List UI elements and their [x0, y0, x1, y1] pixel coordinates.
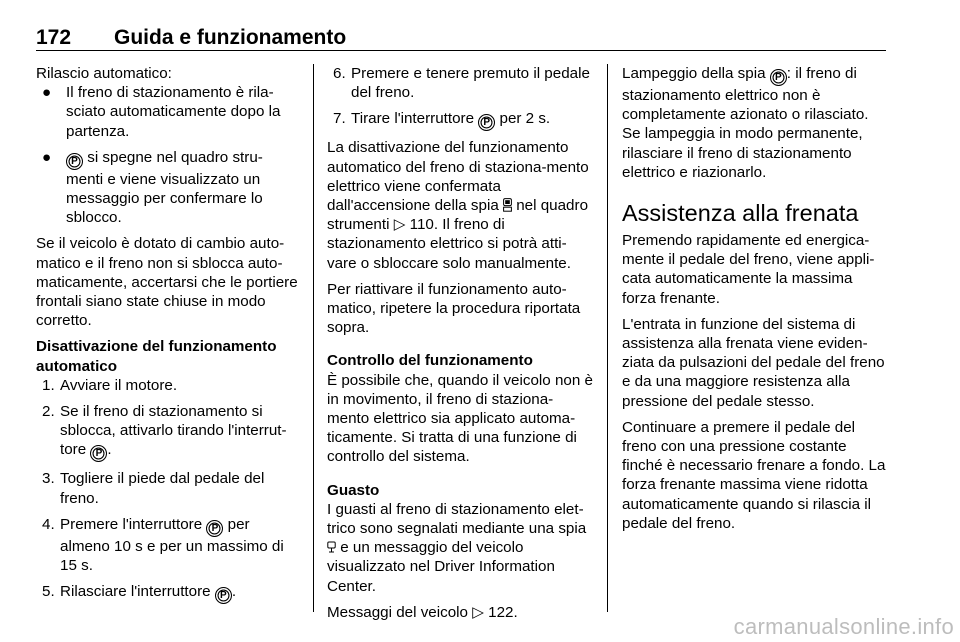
column-divider	[607, 64, 608, 612]
numbered-list	[36, 376, 298, 604]
list-item: 2. Se il freno di stazionamento si sblocca, attivarlo tirando l'interrut-tore P .	[36, 402, 298, 462]
list-item: ● P si spegne nel quadro stru-menti e viene visualizzato un messaggio per confermare lo sblocco.	[42, 148, 263, 227]
parking-brake-icon: P	[206, 520, 223, 537]
list-item: 4. Premere l'interruttore P per almeno 10 s e per un massimo di 15 s.	[42, 515, 284, 575]
parking-brake-icon: P	[66, 153, 83, 170]
paragraph: Premendo rapidamente ed energica-mente il pedale del freno, viene appli-cata automaticamente la massima forza frenante.	[622, 232, 875, 307]
list-item: ● Il freno di stazionamento è rila-sciato automaticamente dopo la partenza.	[42, 84, 281, 140]
paragraph: La disattivazione del funzionamento automatico del freno di staziona-mento elettrico viene confermata dall'accensione della spia nel quadro strumenti ▷ 110. Il freno di stazionamento elettrico si potrà atti-vare o sbloccare solo manualmente.	[327, 139, 589, 272]
column-3	[622, 64, 890, 540]
column-1	[36, 64, 298, 611]
paragraph: I guasti al freno di stazionamento elet-trico sono segnalati mediante una spia e un messaggio del veicolo visualizzato nel Driver Information Center.	[327, 500, 587, 595]
parking-brake-icon: P	[90, 445, 107, 462]
arrow-icon: ▷	[472, 603, 484, 621]
paragraph: Rilascio automatico:	[36, 65, 172, 82]
list-item: 3. Togliere il piede dal pedale del freno.	[42, 470, 265, 507]
list-item: 1. Avviare il motore.	[42, 376, 178, 394]
section-heading: Assistenza alla frenata	[622, 200, 859, 227]
paragraph: Per riattivare il funzionamento auto-matico, ripetere la procedura riportata sopra.	[327, 280, 581, 337]
page-ref-link[interactable]: 110	[409, 216, 434, 234]
page-ref-link[interactable]: 122	[488, 603, 514, 621]
paragraph: Lampeggio della spia P : il freno di stazionamento elettrico non è completamente azionato o rilasciato. Se lampeggia in modo permanente, rilasciare il freno di stazionamento elettrico e riazionarlo.	[622, 65, 869, 181]
parking-brake-icon: P	[478, 114, 495, 131]
brake-warning-icon	[503, 198, 512, 212]
page-header	[36, 26, 886, 56]
header-rule	[36, 50, 886, 51]
parking-brake-icon: P	[770, 69, 787, 86]
parking-brake-icon: P	[215, 587, 232, 604]
column-2	[327, 64, 595, 629]
list-item: 7. Tirare l'interruttore P per 2 s.	[327, 109, 595, 131]
paragraph: Se il veicolo è dotato di cambio auto-matico e il freno non si sblocca auto-maticamente, accertarsi che le portiere frontali siano state chiuse in modo corretto.	[36, 235, 298, 330]
numbered-list	[327, 64, 595, 131]
paragraph: È possibile che, quando il veicolo non è in movimento, il freno di staziona-mento elettrico sia applicato automa-ticamente. Si tratta di una funzione di controllo del sistema.	[327, 371, 593, 466]
watermark: carmanualsonline.info	[733, 614, 954, 639]
list-item: 5. Rilasciare l'interruttore P .	[36, 582, 298, 604]
column-divider	[313, 64, 314, 612]
paragraph: Continuare a premere il pedale del freno con una pressione costante finché è necessario frenare a fondo. La forza frenante massima viene ridotta automaticamente quando si rilascia il pedale del freno.	[622, 418, 886, 532]
list-item: 6. Premere e tenere premuto il pedale del freno.	[333, 65, 590, 102]
subheading: Disattivazione del funzionamento automatico	[36, 338, 277, 375]
page-number: 172	[36, 26, 72, 49]
subheading: Guasto	[327, 481, 380, 499]
service-light-icon	[327, 540, 336, 554]
paragraph: Messaggi del veicolo ▷ 122.	[327, 603, 518, 621]
paragraph: L'entrata in funzione del sistema di assistenza alla frenata viene eviden-ziata da pulsazioni del pedale del freno e da una maggiore resistenza alla pressione del pedale stesso.	[622, 315, 885, 410]
subheading: Controllo del funzionamento	[327, 352, 533, 370]
arrow-icon: ▷	[393, 216, 406, 234]
section-title: Guida e funzionamento	[114, 26, 347, 49]
